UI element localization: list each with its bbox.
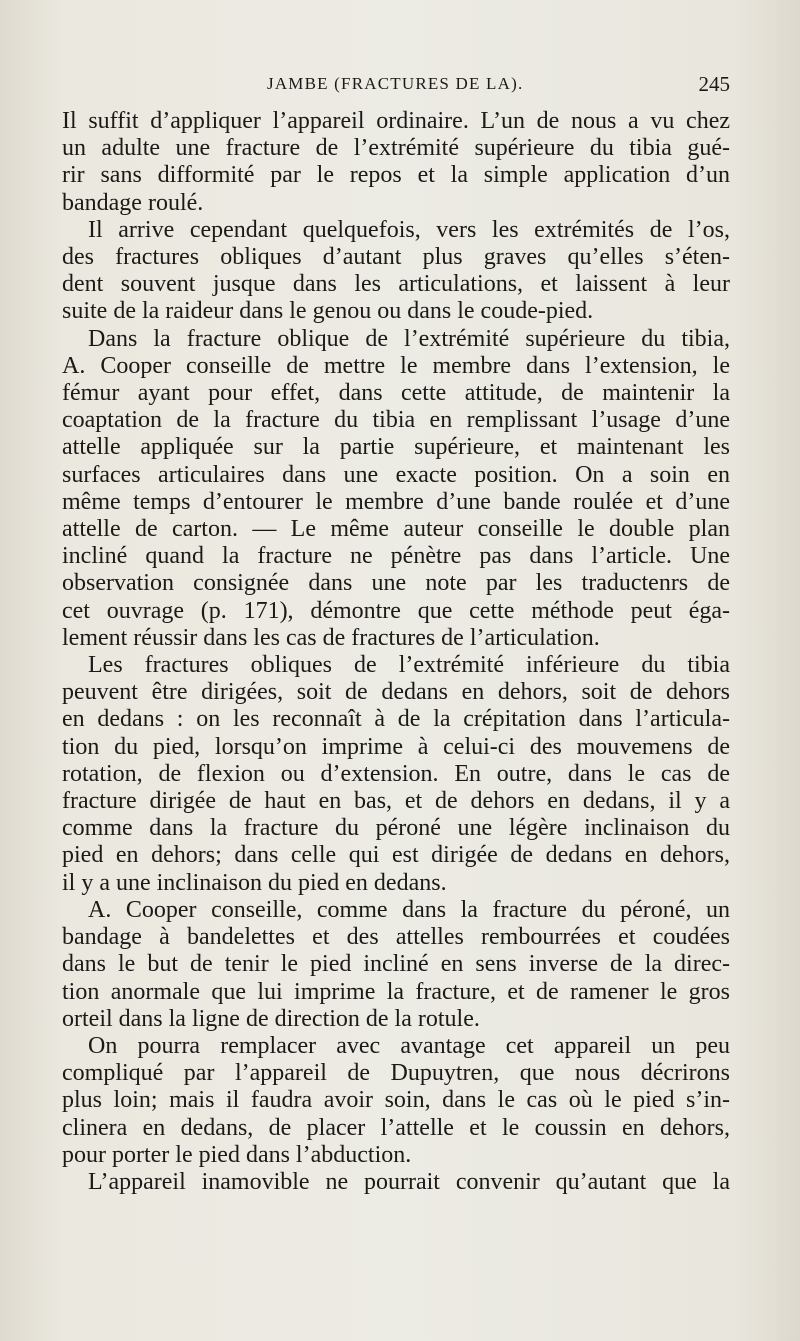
text-line: orteil dans la ligne de direction de la rotule.	[62, 1005, 480, 1032]
text-line: lement réussir dans les cas de fractures de l’articulation.	[62, 624, 600, 651]
page-header	[62, 74, 730, 104]
page-number: 245	[698, 72, 730, 96]
text-line: Les fractures obliques de l’extrémité inférieure du tibia	[88, 652, 730, 679]
text-line: cet ouvrage (p. 171), démontre que cette méthode peut éga-	[62, 597, 730, 624]
body-text	[62, 108, 730, 1196]
text-line: clinera en dedans, de placer l’attelle et le coussin en dehors,	[62, 1114, 730, 1141]
text-line: peuvent être dirigées, soit de dedans en dehors, soit de dehors	[62, 679, 730, 706]
text-line: rir sans difformité par le repos et la simple application d’un	[62, 162, 730, 189]
text-line: Il suffit d’appliquer l’appareil ordinaire. L’un de nous a vu chez	[62, 108, 730, 134]
text-line: Il arrive cependant quelquefois, vers les extrémités de l’os,	[88, 216, 730, 243]
text-line: un adulte une fracture de l’extrémité supérieure du tibia gué-	[62, 135, 730, 162]
text-line: L’appareil inamovible ne pourrait convenir qu’autant que la	[88, 1168, 730, 1195]
text-line: A. Cooper conseille de mettre le membre dans l’extension, le	[62, 352, 730, 379]
text-line: coaptation de la fracture du tibia en remplissant l’usage d’une	[62, 407, 730, 434]
text-line: fémur ayant pour effet, dans cette attitude, de maintenir la	[62, 380, 730, 407]
text-line: pour porter le pied dans l’abduction.	[62, 1141, 412, 1168]
text-line: surfaces articulaires dans une exacte position. On a soin en	[62, 461, 730, 488]
text-line: Dans la fracture oblique de l’extrémité supérieure du tibia,	[88, 325, 730, 352]
text-line: rotation, de flexion ou d’extension. En outre, dans le cas de	[62, 760, 730, 787]
text-line: compliqué par l’appareil de Dupuytren, que nous décrirons	[62, 1060, 730, 1087]
text-line: même temps d’entourer le membre d’une bande roulée et d’une	[62, 488, 730, 515]
text-line: bandage roulé.	[62, 189, 204, 216]
text-line: fracture dirigée de haut en bas, et de dehors en dedans, il y a	[62, 788, 730, 815]
text-line: comme dans la fracture du péroné une légère inclinaison du	[62, 815, 730, 842]
text-line: dans le but de tenir le pied incliné en sens inverse de la direc-	[62, 951, 730, 978]
text-line: pied en dehors; dans celle qui est dirigée de dedans en dehors,	[62, 842, 730, 869]
text-line: On pourra remplacer avec avantage cet appareil un peu	[88, 1032, 730, 1059]
text-line: A. Cooper conseille, comme dans la fracture du péroné, un	[88, 896, 730, 923]
text-line: plus loin; mais il faudra avoir soin, dans le cas où le pied s’in-	[62, 1087, 730, 1114]
text-line: des fractures obliques d’autant plus graves qu’elles s’éten-	[62, 244, 730, 271]
text-line: bandage à bandelettes et des attelles rembourrées et coudées	[62, 924, 730, 951]
text-line: attelle appliquée sur la partie supérieure, et maintenant les	[62, 434, 730, 461]
text-line: observation consignée dans une note par les traductenrs de	[62, 570, 730, 597]
text-line: attelle de carton. — Le même auteur conseille le double plan	[62, 516, 730, 543]
text-line: dent souvent jusque dans les articulations, et laissent à leur	[62, 271, 730, 298]
text-line: suite de la raideur dans le genou ou dans le coude-pied.	[62, 298, 594, 325]
text-line: incliné quand la fracture ne pénètre pas dans l’article. Une	[62, 543, 730, 570]
text-line: tion du pied, lorsqu’on imprime à celui-ci des mouvemens de	[62, 733, 730, 760]
text-line: il y a une inclinaison du pied en dedans.	[62, 869, 447, 896]
text-line: tion anormale que lui imprime la fracture, et de ramener le gros	[62, 978, 730, 1005]
running-head: JAMBE (FRACTURES DE LA).	[267, 74, 524, 93]
text-line: en dedans : on les reconnaît à de la crépitation dans l’articula-	[62, 706, 730, 733]
